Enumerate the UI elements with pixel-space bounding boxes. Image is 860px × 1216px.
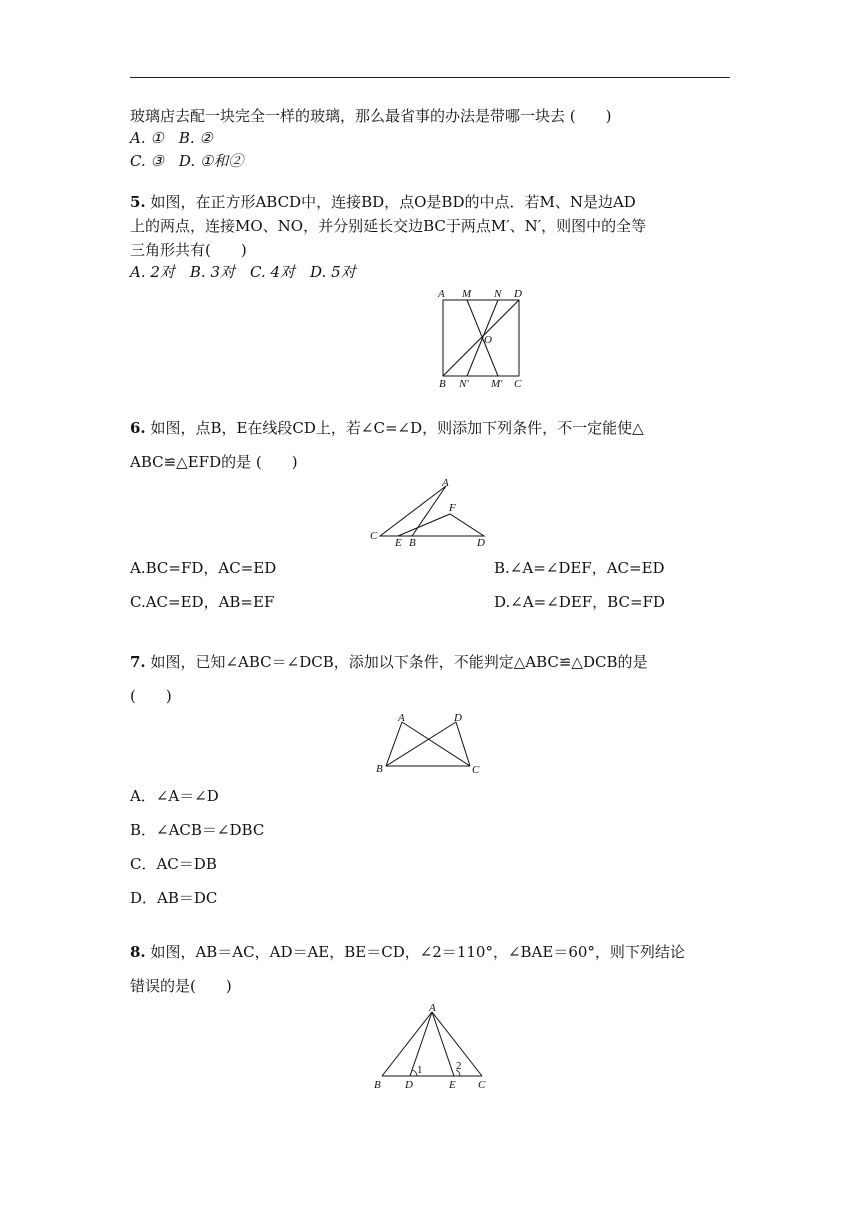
- q7-number: 7.: [130, 653, 146, 671]
- q7-option-b: B．∠ACB＝∠DBC: [130, 821, 265, 839]
- q7-option-d: D．AB＝DC: [130, 889, 218, 907]
- q8-text-1: 如图，AB＝AC，AD＝AE，BE＝CD，∠2＝110°，∠BAE＝60°，则下列结论: [145, 943, 685, 961]
- q5-label-a: A: [438, 288, 445, 300]
- q7-figure: [372, 708, 492, 780]
- q5-diagonal-bd: [443, 300, 519, 376]
- q8-label-c: C: [478, 1079, 486, 1091]
- q7-segment-cd: [456, 722, 470, 766]
- header-rule: [130, 77, 730, 78]
- q5-line3: 三角形共有( ): [130, 241, 247, 259]
- q8-label-b: B: [374, 1079, 381, 1091]
- q6-option-c: C.AC=ED，AB=EF: [130, 593, 275, 611]
- q8-line2: 错误的是( ): [130, 977, 232, 995]
- q6-label-f: F: [449, 502, 456, 514]
- q6-text-1: 如图，点B，E在线段CD上，若∠C=∠D，则添加下列条件，不一定能使△: [145, 419, 644, 437]
- q8-segment-ae: [432, 1012, 454, 1076]
- q7-segment-ac: [402, 722, 470, 766]
- q5-figure: [434, 284, 534, 394]
- q7-option-a: A．∠A＝∠D: [130, 787, 219, 805]
- q7-label-a: A: [398, 712, 405, 724]
- q6-triangle-efd: [398, 514, 484, 536]
- q6-label-e: E: [395, 537, 402, 549]
- q7-segment-ba: [386, 722, 402, 766]
- q7-line1: [130, 652, 648, 672]
- q8-segment-ab: [382, 1012, 432, 1076]
- q5-options: A. 2对 B. 3对 C. 4对 D. 5对: [130, 263, 356, 281]
- q8-label-a: A: [429, 1002, 436, 1014]
- q5-label-m-prime: M′: [491, 378, 503, 390]
- q6-option-b: B.∠A=∠DEF，AC=ED: [494, 559, 665, 577]
- q6-line2: ABC≌△EFD的是 ( ): [130, 453, 298, 471]
- q4-options-ab: A. ① B. ②: [130, 129, 213, 147]
- q6-line1: [130, 418, 644, 438]
- q4-text: 玻璃店去配一块完全一样的玻璃，那么最省事的办法是带哪一块去 ( ): [130, 107, 612, 125]
- q7-line2: ( ): [130, 687, 172, 705]
- q6-option-d: D.∠A=∠DEF，BC=FD: [494, 593, 665, 611]
- q6-label-c: C: [370, 530, 378, 542]
- q7-label-d: D: [454, 712, 462, 724]
- q5-label-n: N: [494, 288, 502, 300]
- q5-number: 5.: [130, 193, 146, 211]
- q6-option-a: A.BC=FD，AC=ED: [130, 559, 277, 577]
- q7-option-c: C．AC＝DB: [130, 855, 217, 873]
- q8-number: 8.: [130, 943, 146, 961]
- q5-line1: [130, 192, 636, 212]
- q8-label-angle2: 2: [456, 1060, 462, 1072]
- q7-text-1: 如图，已知∠ABC＝∠DCB，添加以下条件，不能判定△ABC≌△DCB的是: [145, 653, 648, 671]
- q5-text-1: 如图，在正方形ABCD中，连接BD，点O是BD的中点．若M、N是边AD: [145, 193, 636, 211]
- q5-label-c: C: [514, 378, 522, 390]
- q7-label-b: B: [376, 763, 383, 775]
- q8-label-angle1: 1: [417, 1064, 423, 1076]
- q8-label-e: E: [449, 1079, 456, 1091]
- q4-options-cd: C. ③ D. ①和②: [130, 152, 244, 170]
- q5-label-d: D: [514, 288, 522, 300]
- q5-label-b: B: [439, 378, 446, 390]
- q5-label-o: O: [484, 334, 492, 346]
- q7-segment-db: [386, 722, 456, 766]
- q6-label-d: D: [477, 537, 485, 549]
- q6-figure: [366, 474, 496, 550]
- q5-line2: 上的两点，连接MO、NO，并分别延长交边BC于两点M′、N′，则图中的全等: [130, 217, 647, 235]
- q8-figure: [370, 1000, 495, 1092]
- q6-number: 6.: [130, 419, 146, 437]
- q6-triangle-abc: [380, 486, 446, 536]
- q6-label-b: B: [409, 537, 416, 549]
- q8-line1: [130, 942, 685, 962]
- q8-label-d: D: [405, 1079, 413, 1091]
- q5-label-n-prime: N′: [459, 378, 469, 390]
- q7-label-c: C: [472, 764, 480, 776]
- q5-label-m: M: [462, 288, 472, 300]
- q6-label-a: A: [442, 477, 449, 489]
